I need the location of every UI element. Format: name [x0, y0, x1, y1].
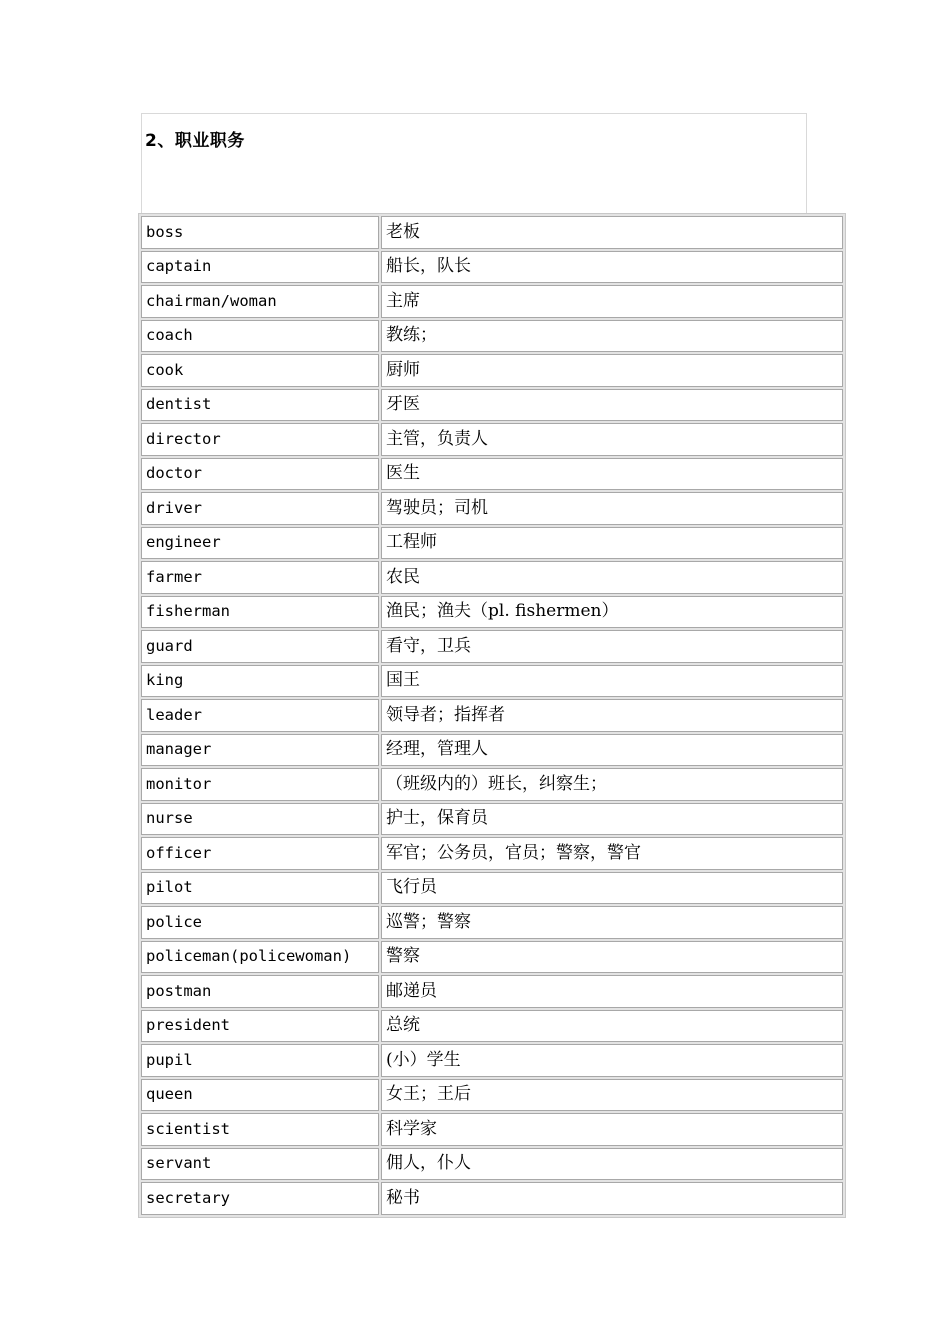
vocab-row	[141, 216, 843, 249]
vocab-chinese-meaning: （班级内的）班长，纠察生；	[381, 768, 843, 801]
vocab-row	[141, 320, 843, 353]
vocab-english-word: officer	[141, 837, 379, 870]
vocab-row	[141, 596, 843, 629]
vocab-row	[141, 1079, 843, 1112]
vocab-english-word: guard	[141, 630, 379, 663]
vocab-english-word: secretary	[141, 1182, 379, 1215]
vocab-row	[141, 1148, 843, 1181]
vocab-english-word: queen	[141, 1079, 379, 1112]
vocab-chinese-meaning: 医生	[381, 458, 843, 491]
vocab-chinese-meaning: 船长，队长	[381, 251, 843, 284]
vocab-chinese-meaning: 军官；公务员，官员；警察，警官	[381, 837, 843, 870]
vocab-row	[141, 1044, 843, 1077]
vocab-chinese-meaning: 主席	[381, 285, 843, 318]
vocab-chinese-meaning: 工程师	[381, 527, 843, 560]
vocab-chinese-meaning: 农民	[381, 561, 843, 594]
vocab-row	[141, 561, 843, 594]
vocab-english-word: director	[141, 423, 379, 456]
vocab-chinese-meaning: 主管，负责人	[381, 423, 843, 456]
vocab-english-word: police	[141, 906, 379, 939]
vocab-english-word: manager	[141, 734, 379, 767]
vocab-chinese-meaning: 警察	[381, 941, 843, 974]
vocab-english-word: pilot	[141, 872, 379, 905]
vocab-english-word: farmer	[141, 561, 379, 594]
vocab-english-word: leader	[141, 699, 379, 732]
vocab-row	[141, 423, 843, 456]
vocab-english-word: chairman/woman	[141, 285, 379, 318]
vocab-row	[141, 734, 843, 767]
vocab-row	[141, 527, 843, 560]
vocab-english-word: boss	[141, 216, 379, 249]
vocab-english-word: president	[141, 1010, 379, 1043]
vocab-chinese-meaning: 护士，保育员	[381, 803, 843, 836]
vocab-row	[141, 665, 843, 698]
vocab-english-word: king	[141, 665, 379, 698]
vocab-row	[141, 630, 843, 663]
vocab-english-word: postman	[141, 975, 379, 1008]
vocab-chinese-meaning: 邮递员	[381, 975, 843, 1008]
vocabulary-table-body	[141, 216, 843, 1215]
vocab-row	[141, 1113, 843, 1146]
vocab-english-word: driver	[141, 492, 379, 525]
vocab-chinese-meaning: 驾驶员；司机	[381, 492, 843, 525]
vocab-row	[141, 1182, 843, 1215]
vocab-chinese-meaning: 领导者；指挥者	[381, 699, 843, 732]
vocab-row	[141, 285, 843, 318]
vocab-english-word: doctor	[141, 458, 379, 491]
vocab-row	[141, 872, 843, 905]
vocab-chinese-meaning: 巡警；警察	[381, 906, 843, 939]
vocab-row	[141, 837, 843, 870]
vocab-chinese-meaning: 牙医	[381, 389, 843, 422]
vocab-english-word: policeman(policewoman)	[141, 941, 379, 974]
vocabulary-table	[138, 213, 846, 1218]
vocab-row	[141, 941, 843, 974]
vocab-english-word: scientist	[141, 1113, 379, 1146]
vocab-english-word: coach	[141, 320, 379, 353]
vocab-english-word: engineer	[141, 527, 379, 560]
vocab-row	[141, 699, 843, 732]
vocab-chinese-meaning: 飞行员	[381, 872, 843, 905]
vocab-chinese-meaning: 秘书	[381, 1182, 843, 1215]
vocab-chinese-meaning: 科学家	[381, 1113, 843, 1146]
vocab-english-word: cook	[141, 354, 379, 387]
vocab-chinese-meaning: 总统	[381, 1010, 843, 1043]
section-title: 2、职业职务	[145, 131, 245, 151]
vocab-row	[141, 354, 843, 387]
vocab-chinese-meaning: (小）学生	[381, 1044, 843, 1077]
vocab-english-word: dentist	[141, 389, 379, 422]
vocab-row	[141, 458, 843, 491]
vocab-row	[141, 975, 843, 1008]
vocab-chinese-meaning: 佣人，仆人	[381, 1148, 843, 1181]
vocab-english-word: fisherman	[141, 596, 379, 629]
vocab-chinese-meaning: 看守，卫兵	[381, 630, 843, 663]
vocab-row	[141, 1010, 843, 1043]
vocab-row	[141, 803, 843, 836]
vocab-chinese-meaning: 国王	[381, 665, 843, 698]
vocab-chinese-meaning: 渔民；渔夫（pl. fishermen）	[381, 596, 843, 629]
vocab-english-word: captain	[141, 251, 379, 284]
vocab-english-word: nurse	[141, 803, 379, 836]
section-heading-box	[141, 113, 807, 213]
vocab-english-word: servant	[141, 1148, 379, 1181]
vocab-row	[141, 389, 843, 422]
vocab-row	[141, 768, 843, 801]
vocab-row	[141, 492, 843, 525]
vocab-chinese-meaning: 厨师	[381, 354, 843, 387]
vocab-chinese-meaning: 女王；王后	[381, 1079, 843, 1112]
vocab-chinese-meaning: 教练；	[381, 320, 843, 353]
vocab-english-word: pupil	[141, 1044, 379, 1077]
vocab-english-word: monitor	[141, 768, 379, 801]
vocab-row	[141, 251, 843, 284]
vocab-chinese-meaning: 老板	[381, 216, 843, 249]
vocab-row	[141, 906, 843, 939]
vocab-chinese-meaning: 经理，管理人	[381, 734, 843, 767]
